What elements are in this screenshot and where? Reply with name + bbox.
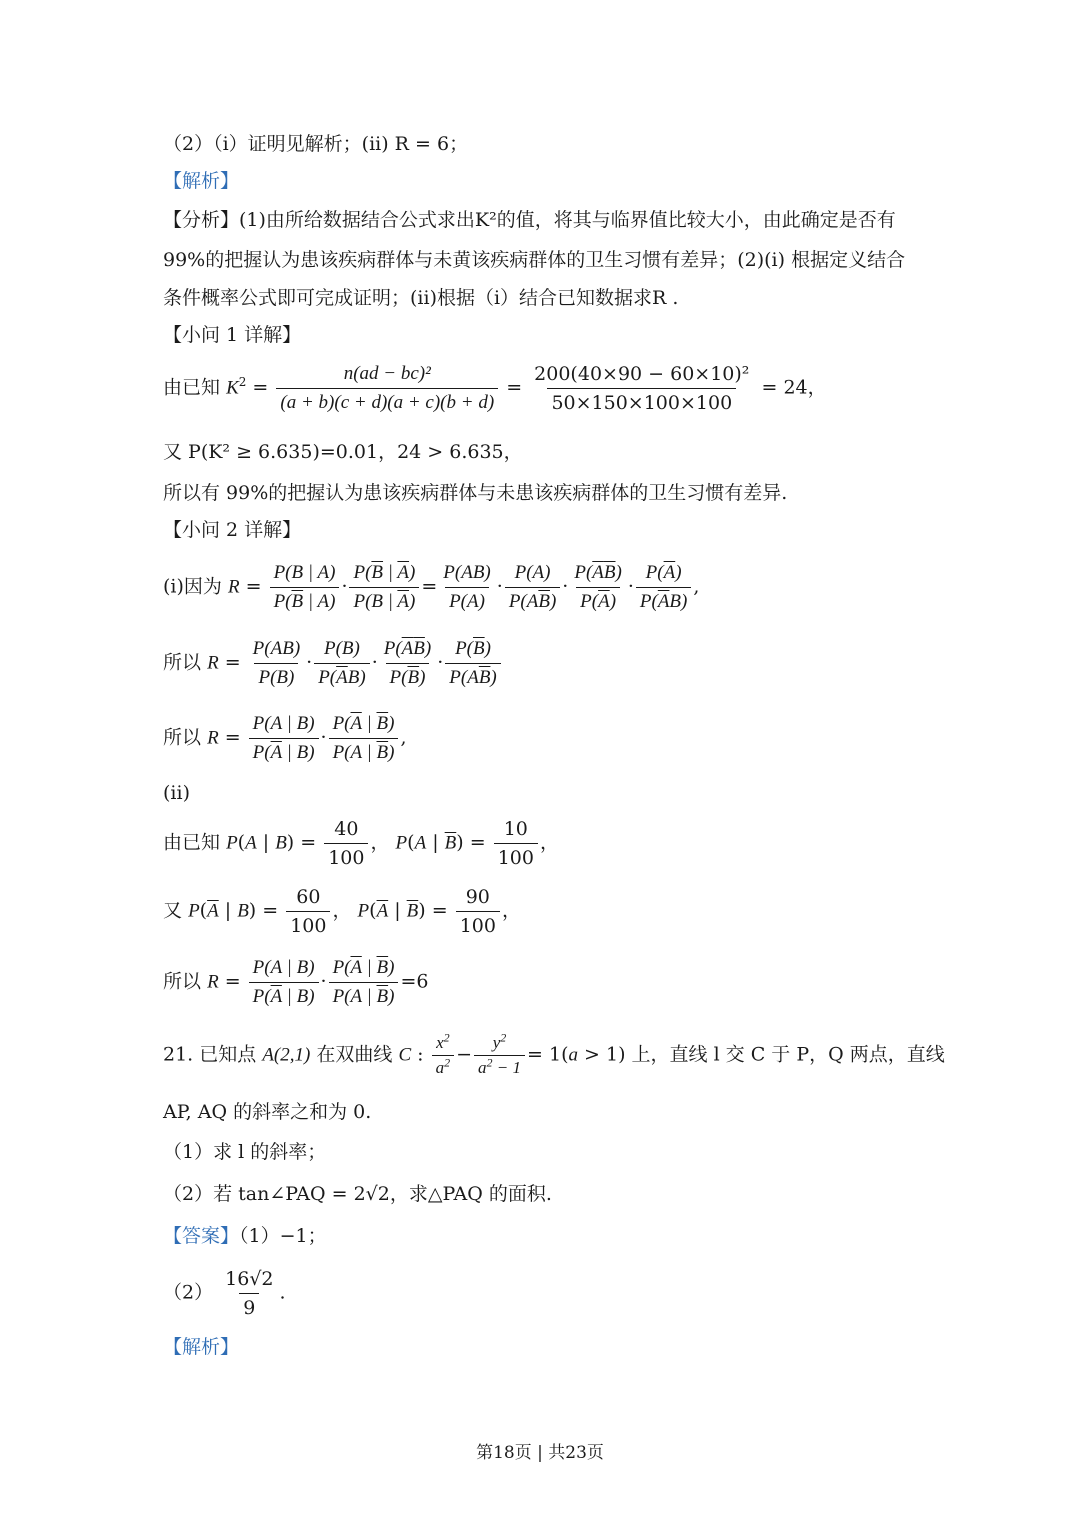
frac-100-c: 100 — [286, 911, 330, 938]
frac-100-b: 100 — [494, 843, 538, 870]
suoyi-2: 所以 — [163, 726, 202, 749]
q21-part2 — [163, 1181, 552, 1207]
q21-part1: （1）求 l 的斜率； — [163, 1141, 327, 1163]
answer-line-1 — [163, 1223, 327, 1249]
r-step-2: 所以 R = $\frac{P(AB)}{P(B)}$ · $\frac{P(B)}{P(\overline{A}B)}$ · $\frac{P(\overline{A}\overline{B})}{P(\overline{B})}$ · $\frac{P(\overline{B})}{P(A\overline{B})}$ — [163, 637, 503, 690]
r-final: 所以 R = $\frac{P(A | B)}{P(\overline{A} | B)}$ · $\frac{P(\overline{A} | \overline{B})}{P(A | \overline{B})}$ =6 — [163, 957, 429, 1007]
k2-denominator: (a + b)(c + d)(a + c)(b + d) — [276, 388, 498, 415]
frac-90: 90 — [465, 886, 490, 908]
answer-line-2: （2） $\frac{16√2}{9}$ . — [163, 1268, 286, 1319]
frac-100-a: 100 — [324, 843, 368, 870]
jiexi-label-2: 【解析】 — [163, 1336, 240, 1358]
analysis-line-3: 条件概率公式即可完成证明；(ii)根据（i）结合已知数据求R . — [163, 287, 679, 309]
p-critical-line: 又 P(K² ≥ 6.635)=0.01，24 > 6.635， — [163, 441, 523, 463]
frac-100-d: 100 — [456, 911, 500, 938]
q21-hyperbola-label: 在双曲线 — [316, 1043, 393, 1066]
answer-label: 【答案】 — [163, 1225, 240, 1247]
analysis-label: 【分析】 — [163, 209, 240, 231]
q21-line-1: 21. 已知点 A(2,1) 在双曲线 C : $\frac{x^2}{a^2}$ − $\frac{y^2}{a^2 - 1}$ = 1(a > 1) 上，直线 l 交 C 于 P，Q 两点，直线 — [163, 1030, 945, 1077]
analysis-line-1 — [163, 207, 896, 233]
q21-line-text: 上，直线 l 交 C 于 P，Q 两点，直线 — [631, 1043, 945, 1066]
k2-value-numerator: 200(40×90 − 60×10)² — [534, 363, 750, 385]
given-prefix: 由已知 — [163, 831, 221, 854]
k2-formula: 由已知 $K^2$ = $\frac{\text{n(ad − bc)²}}{(a + b)(c + d)(a + c)(b + d)}$ = $\frac{\text{200(40×90 − 60×10)²}}{50\times 150\times 100\times 100}$ = 24， — [163, 363, 827, 414]
answer-q20-part2: （2）（i）证明见解析；(ii) R = 6； — [163, 133, 469, 155]
sub1-label: 【小问 1 详解】 — [163, 324, 302, 346]
given-values-1: 由已知 P(A | B) = $\frac{40}{100}$ ， P(A | $\overline{B}$) = $\frac{10}{100}$ ， — [163, 818, 559, 869]
jiexi-label: 【解析】 — [163, 170, 240, 192]
q21-point: A(2,1) — [262, 1044, 311, 1066]
answer-2-denominator: 9 — [239, 1293, 259, 1320]
frac-40: 40 — [334, 818, 359, 840]
q21-part2-a: （2）若 tan∠PAQ = 2√2，求 — [163, 1183, 428, 1205]
frac-10: 10 — [503, 818, 528, 840]
r-value: =6 — [400, 970, 429, 993]
analysis-line-2: 99%的把握认为患该疾病群体与未黄该疾病群体的卫生习惯有差异；(2)(i) 根据定义结合 — [163, 249, 906, 271]
q21-intro: 21. 已知点 — [163, 1043, 257, 1066]
page-footer: 第18页 | 共23页 — [476, 1443, 604, 1463]
k2-value-fraction — [530, 362, 753, 415]
answer-2-numerator: 16√2 — [225, 1268, 274, 1290]
i-prefix: (i)因为 — [163, 575, 222, 598]
r-step-3: 所以 R = $\frac{P(A | B)}{P(\overline{A} | B)}$ · $\frac{P(\overline{A} | \overline{B})}{P(A | \overline{B})}$ , — [163, 713, 407, 763]
k2-fraction — [276, 362, 498, 415]
q21-part2-b: △PAQ 的面积. — [427, 1183, 552, 1205]
frac-60: 60 — [296, 886, 321, 908]
r-definition: (i)因为 R = $\frac{P(B | A)}{P(\overline{B} | A)}$ · $\frac{P(\overline{B} | \overline{A})}{P(B | \overline{A})}$ = $\frac{P(AB)}{P(A)}$ · $\frac{P(A)}{P(A\overline{B})}$ · $\frac{P(\overline{A}\overline{B})}{P(\overline{A})}$ · $\frac{P(\overline{A})}{P(\overline{A}B)}$ , — [163, 562, 700, 612]
k2-value-denominator: 50×150×100×100 — [547, 388, 736, 415]
given-values-2: 又 $P(\overline{A}$ | B) = $\frac{60}{100}$ ， $P(\overline{A}$ | $\overline{B}$) = $\frac{90}{100}$ ， — [163, 886, 521, 937]
suoyi-3: 所以 — [163, 970, 202, 993]
sub2-label: 【小问 2 详解】 — [163, 519, 302, 541]
q21-line-2: AP, AQ 的斜率之和为 0. — [163, 1101, 372, 1123]
k2-numerator: n(ad − bc)² — [343, 363, 431, 384]
ii-label: (ii) — [163, 782, 190, 804]
you-prefix: 又 — [163, 899, 183, 922]
suoyi-1: 所以 — [163, 651, 202, 674]
k2-prefix: 由已知 — [163, 376, 221, 399]
conclusion-1: 所以有 99%的把握认为患该疾病群体与未患该疾病群体的卫生习惯有差异. — [163, 482, 788, 504]
answer-1: （1）−1； — [239, 1225, 327, 1247]
answer-2-prefix: （2） — [163, 1281, 214, 1304]
k2-result: = 24， — [761, 376, 827, 399]
analysis-text-1: (1)由所给数据结合公式求出K²的值，将其与临界值比较大小，由此确定是否有 — [239, 209, 896, 231]
